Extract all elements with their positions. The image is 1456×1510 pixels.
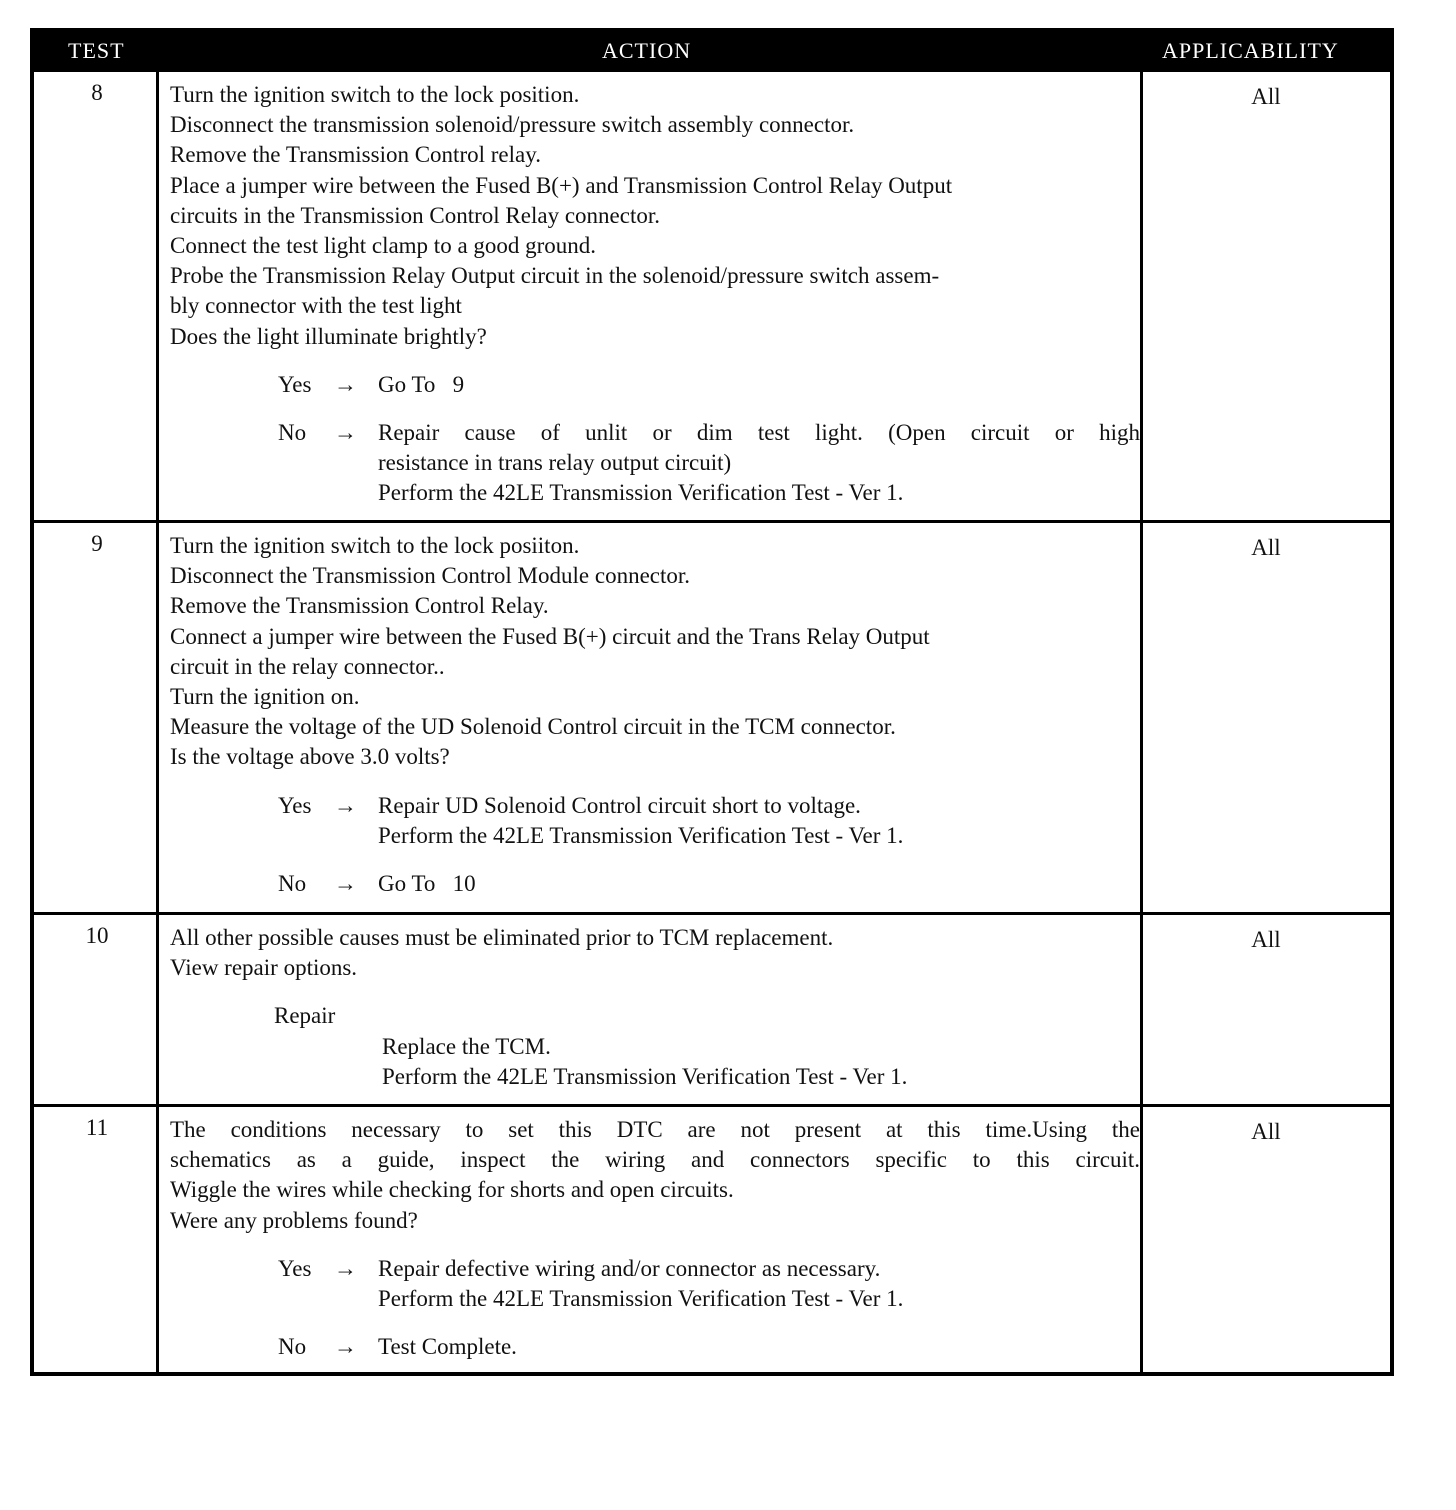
row-divider	[34, 912, 1390, 915]
header-applicability: APPLICABILITY	[1162, 38, 1339, 63]
action-line: Measure the voltage of the UD Solenoid Control circuit in the TCM connector.	[170, 714, 896, 740]
answers	[278, 1254, 1140, 1363]
action-line: Connect a jumper wire between the Fused B(+) circuit and the Trans Relay Output	[170, 623, 930, 649]
action-line: Turn the ignition on.	[170, 684, 360, 710]
applicability-value: All	[1251, 84, 1281, 109]
answer-line: Perform the 42LE Transmission Verification Test - Ver 1.	[378, 480, 904, 506]
column-divider	[1140, 72, 1143, 1372]
answer-text	[378, 1254, 1140, 1314]
arrow-icon: →	[334, 371, 357, 397]
answer-label: No	[278, 420, 307, 446]
repair-line: Replace the TCM.	[382, 1033, 551, 1059]
applicability-value: All	[1251, 1119, 1281, 1144]
action-line: Turn the ignition switch to the lock posiiton.	[170, 533, 580, 558]
arrow-icon: →	[334, 420, 357, 446]
answers	[278, 370, 1140, 509]
arrow-icon: →	[334, 792, 357, 818]
test-number: 9	[91, 531, 103, 556]
action-line: All other possible causes must be eliminated prior to TCM replacement.	[170, 925, 834, 950]
answer-yes	[278, 791, 1140, 851]
action-line: circuit in the relay connector..	[170, 653, 445, 679]
answer-label: No	[278, 871, 307, 897]
row-divider	[34, 1104, 1390, 1107]
answer-text	[378, 1332, 1140, 1362]
answer-line: Perform the 42LE Transmission Verification Test - Ver 1.	[378, 822, 904, 848]
action-line: schematics as a guide, inspect the wiring and connectors specific to this circuit.	[170, 1147, 1140, 1173]
header-action: ACTION	[602, 38, 692, 63]
table-header	[34, 32, 1390, 72]
answer-text	[378, 869, 1140, 899]
action-line: Wiggle the wires while checking for shorts and open circuits.	[170, 1177, 734, 1203]
action-line: The conditions necessary to set this DTC are not present at this time.Using the	[170, 1117, 1140, 1142]
answer-no	[278, 1332, 1140, 1362]
test-number: 8	[91, 80, 103, 105]
arrow-icon: →	[334, 871, 357, 897]
answer-line: Test Complete.	[378, 1334, 517, 1360]
action-line: Remove the Transmission Control Relay.	[170, 593, 549, 619]
answer-text	[378, 418, 1140, 509]
repair-options	[382, 1032, 1140, 1092]
answer-label: Yes	[278, 792, 312, 818]
action-line: Were any problems found?	[170, 1207, 418, 1233]
diagnostic-table	[30, 28, 1394, 1376]
action-cell	[170, 531, 1140, 899]
action-cell	[170, 80, 1140, 509]
action-line: Is the voltage above 3.0 volts?	[170, 744, 450, 770]
applicability-value: All	[1251, 927, 1281, 952]
arrow-icon: →	[334, 1255, 357, 1281]
answer-yes	[278, 370, 1140, 400]
action-line: View repair options.	[170, 955, 358, 981]
answer-yes	[278, 1254, 1140, 1314]
answer-line: resistance in trans relay output circuit)	[378, 450, 732, 476]
header-test: TEST	[68, 38, 125, 63]
answer-label: Yes	[278, 371, 312, 397]
action-line: Turn the ignition switch to the lock position.	[170, 82, 580, 107]
arrow-icon: →	[334, 1334, 357, 1360]
action-line: Disconnect the transmission solenoid/pressure switch assembly connector.	[170, 112, 855, 138]
action-line: Disconnect the Transmission Control Module connector.	[170, 563, 691, 589]
action-line: bly connector with the test light	[170, 293, 462, 319]
action-cell	[170, 923, 1140, 1092]
repair-label: Repair	[274, 1003, 336, 1029]
answer-no	[278, 869, 1140, 899]
action-line: circuits in the Transmission Control Relay connector.	[170, 202, 660, 228]
applicability-value: All	[1251, 535, 1281, 560]
answers	[278, 791, 1140, 900]
answer-label: Yes	[278, 1255, 312, 1281]
answer-text	[378, 791, 1140, 851]
answer-line: Go To 9	[378, 371, 465, 397]
answer-line: Repair UD Solenoid Control circuit short to voltage.	[378, 792, 861, 818]
action-line: Place a jumper wire between the Fused B(+) and Transmission Control Relay Output	[170, 172, 953, 198]
answer-line: Repair defective wiring and/or connector as necessary.	[378, 1255, 881, 1281]
action-line: Does the light illuminate brightly?	[170, 323, 487, 349]
answer-line: Perform the 42LE Transmission Verification Test - Ver 1.	[378, 1286, 904, 1312]
test-number: 10	[85, 923, 109, 948]
answer-line: Repair cause of unlit or dim test light. (Open circuit or high	[378, 420, 1140, 446]
action-line: Connect the test light clamp to a good ground.	[170, 233, 597, 259]
row-divider	[34, 520, 1390, 523]
action-cell	[170, 1115, 1140, 1362]
answer-no	[278, 418, 1140, 509]
test-number: 11	[85, 1115, 109, 1140]
answer-line: Go To 10	[378, 871, 476, 897]
answer-label: No	[278, 1334, 307, 1360]
column-divider	[156, 72, 159, 1372]
action-line: Remove the Transmission Control relay.	[170, 142, 541, 168]
action-line: Probe the Transmission Relay Output circuit in the solenoid/pressure switch assem-	[170, 263, 940, 289]
answer-text	[378, 370, 1140, 400]
repair-line: Perform the 42LE Transmission Verification Test - Ver 1.	[382, 1063, 908, 1089]
